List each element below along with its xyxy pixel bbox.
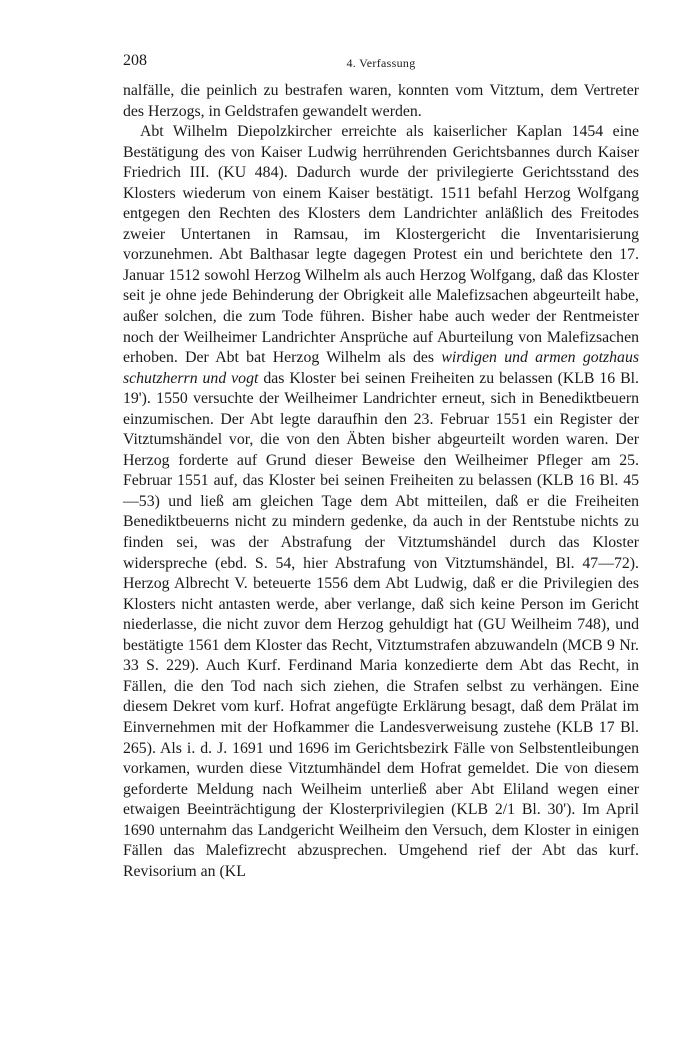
paragraph-1 [123, 81, 639, 122]
paragraph-text: nalfälle, die peinlich zu bestrafen waren, konnten vom Vitztum, dem Vertreter des Herzogs, in Geldstrafen gewandelt werden. [123, 82, 639, 120]
paragraph-text: das Kloster bei seinen Freiheiten zu belassen (KLB 16 Bl. 19'). 1550 versuchte der Weilheimer Landrichter erneut, sich in Benediktbeuern einzumischen. Der Abt legte daraufhin den 23. Februar 1551 ein Register der Vitztumshändel vor, die von den Äbten bisher abgeurteilt worden waren. Der Herzog forderte auf Grund dieser Beweise den Weilheimer Pfleger am 25. Februar 1551 auf, das Kloster bei seinen Freiheiten zu belassen (KLB 16 Bl. 45—53) und ließ am gleichen Tage dem Abt mitteilen, daß er die Freiheiten Benediktbeuerns nicht zu mindern gedenke, da auch in der Rentstube nichts zu finden sei, was der Abstrafung der Vitztumshändel durch das Kloster widerspreche (ebd. S. 54, hier Abstrafung von Vitztumshändel, Bl. 47—72). Herzog Albrecht V. beteuerte 1556 dem Abt Ludwig, daß er die Privilegien des Klosters nicht antasten werde, aber verlange, daß sich keine Person im Gericht niederlasse, die nicht zuvor dem Herzog gehuldigt hat (GU Weilheim 748), und bestätigte 1561 dem Kloster das Recht, Vitztumstrafen abzuwandeln (MCB 9 Nr. 33 S. 229). Auch Kurf. Ferdinand Maria konzedierte dem Abt das Recht, in Fällen, die den Tod nach sich ziehen, die Strafen selbst zu verhängen. Eine diesem Dekret vom kurf. Hofrat angefügte Erklärung besagt, daß dem Prälat im Einvernehmen mit der Hofkammer die Landesverweisung zustehe (KLB 17 Bl. 265). Als i. d. J. 1691 und 1696 im Gerichtsbezirk Fälle von Selbstentleibungen vorkamen, wurden diese Vitztumhändel dem Hofrat gemeldet. Die von diesem geforderte Meldung nach Weilheim unterließ aber Abt Eliland wegen einer etwaigen Beeinträchtigung der Klosterprivilegien (KLB 2/1 Bl. 30'). Im April 1690 unternahm das Landgericht Weilheim den Versuch, dem Kloster in einigen Fällen das Malefizrecht abzusprechen. Umgehend rief der Abt das kurf. Revisorium an (KL [123, 369, 639, 880]
chapter-title: 4. Verfassung [346, 56, 416, 70]
paragraph-2 [123, 122, 639, 882]
body-text [123, 81, 639, 882]
book-page [123, 48, 639, 882]
paragraph-text: Abt Wilhelm Diepolzkircher erreichte als kaiserlicher Kaplan 1454 eine Bestätigung des von Kaiser Ludwig herrührenden Gerichtsbannes durch Kaiser Friedrich III. (KU 484). Dadurch wurde der privilegierte Gerichtsstand des Klosters wiederum von einem Kaiser bestätigt. 1511 befahl Herzog Wolfgang entgegen den Rechten des Klosters dem Landrichter anläßlich des Freitodes zweier Untertanen in Ramsau, im Klostergericht die Inventarisierung vorzunehmen. Abt Balthasar legte dagegen Protest ein und berichtete den 17. Januar 1512 sowohl Herzog Wilhelm als auch Herzog Wolfgang, daß das Kloster seit je ohne jede Behinderung der Obrigkeit alle Malefizsachen abgeurteilt habe, außer solchen, die zum Tode führen. Bisher habe auch weder der Rentmeister noch der Weilheimer Landrichter Ansprüche auf Aburteilung von Malefizsachen erhoben. Der Abt bat Herzog Wilhelm als des [123, 123, 639, 367]
quoted-phrase: wirdigen und armen gotzhaus schutzherrn und vogt [123, 349, 640, 387]
page-number: 208 [123, 52, 147, 69]
running-head [123, 48, 639, 70]
